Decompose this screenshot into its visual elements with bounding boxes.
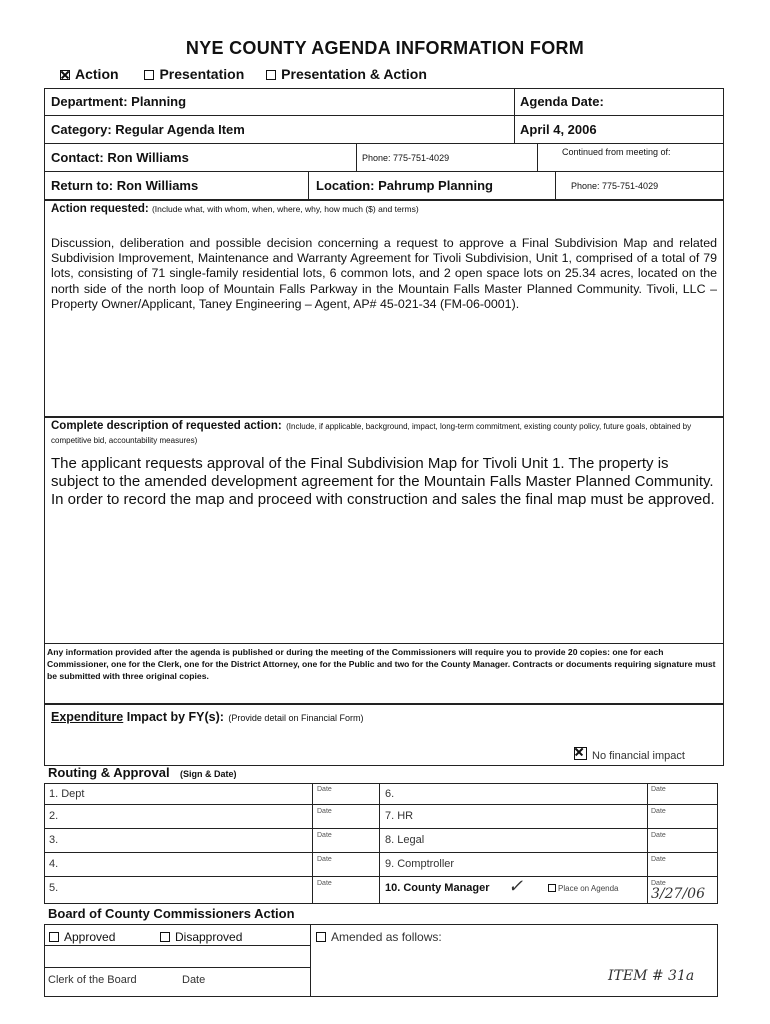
clerk-date-label: Date bbox=[182, 974, 206, 986]
expenditure-label: Expenditure bbox=[51, 710, 124, 724]
routing-hint: (Sign & Date) bbox=[180, 769, 237, 779]
action-requested-heading bbox=[51, 203, 419, 215]
clerk-label: Clerk of the Board bbox=[48, 974, 137, 986]
location-field: Location: Pahrump Planning bbox=[316, 178, 493, 193]
action-requested-label: Action requested: bbox=[51, 203, 149, 215]
expenditure-label-rest: Impact by FY(s): bbox=[123, 710, 224, 724]
action-checkbox[interactable] bbox=[60, 70, 70, 80]
routing-right-8: 8. Legal bbox=[385, 834, 425, 846]
county-manager-signature: ✓ bbox=[508, 876, 524, 897]
presentation-action-option[interactable]: Presentation & Action bbox=[266, 66, 427, 82]
amended-checkbox[interactable] bbox=[316, 932, 326, 942]
contact-field: Contact: Ron Williams bbox=[51, 150, 189, 165]
amended-option[interactable]: Amended as follows: bbox=[316, 930, 442, 944]
routing-left-4: 4. bbox=[49, 858, 59, 870]
routing-right-9: 9. Comptroller bbox=[385, 858, 455, 870]
routing-date-label-1: Date bbox=[317, 786, 332, 793]
description-label: Complete description of requested action: bbox=[51, 420, 282, 432]
routing-left-3: 3. bbox=[49, 834, 59, 846]
routing-date-label-9: Date bbox=[651, 856, 666, 863]
routing-date-label-3: Date bbox=[317, 832, 332, 839]
description-hint: (Include, if applicable, background, impact, long-term commitment, existing county policy, future goals, obtained by competitive bid, accountability measures) bbox=[51, 422, 692, 445]
department-field: Department: Planning bbox=[51, 94, 187, 109]
no-financial-impact-checkbox[interactable] bbox=[574, 747, 587, 760]
place-on-agenda-option[interactable]: Place on Agenda bbox=[548, 884, 619, 893]
disapproved-checkbox[interactable] bbox=[160, 932, 170, 942]
description-text: The applicant requests approval of the Final Subdivision Map for Tivoli Unit 1. The property is subject to the amended development agreement for the Mountain Falls Master Planned Community. In order to record the map and proceed with construction and sales the final map must be approved. bbox=[51, 455, 715, 508]
routing-left-2: 2. bbox=[49, 810, 59, 822]
routing-right-10: 10. County Manager bbox=[385, 882, 490, 894]
continued-from-label: Continued from meeting of: bbox=[562, 147, 671, 157]
approved-option[interactable]: Approved bbox=[49, 930, 115, 944]
category-field: Category: Regular Agenda Item bbox=[51, 122, 245, 137]
place-on-agenda-checkbox[interactable] bbox=[548, 884, 556, 892]
agenda-date-value: April 4, 2006 bbox=[520, 122, 597, 137]
routing-label: Routing & Approval bbox=[48, 765, 170, 780]
routing-date-label-5: Date bbox=[317, 880, 332, 887]
disapproved-option[interactable]: Disapproved bbox=[160, 930, 242, 944]
routing-date-label-4: Date bbox=[317, 856, 332, 863]
presentation-option[interactable]: Presentation bbox=[144, 66, 248, 82]
action-requested-text: Discussion, deliberation and possible decision concerning a request to approve a Final Subdivision Map and related Subdivision Improvement, Maintenance and Warranty Agreement for Tivoli Subdivision, Unit 1, comprised of a total of 79 lots, consisting of 71 single-family residential lots, 6 common lots, and 2 open space lots on 25.34 acres, located on the north side of the north loop of Mountain Falls Parkway in the Mountain Falls Master Planned Community. Tivoli, LLC – Property Owner/Applicant, Taney Engineering – Agent, AP# 45-021-34 (FM-06-0001). bbox=[51, 236, 717, 311]
routing-right-6: 6. bbox=[385, 788, 395, 800]
item-number-stamp: ITEM # 31a bbox=[608, 968, 695, 984]
agenda-date-label: Agenda Date: bbox=[520, 94, 604, 109]
presentation-checkbox[interactable] bbox=[144, 70, 154, 80]
form-title: NYE COUNTY AGENDA INFORMATION FORM bbox=[185, 38, 585, 58]
action-requested-hint: (Include what, with whom, when, where, why, how much ($) and terms) bbox=[151, 204, 419, 214]
expenditure-heading bbox=[51, 708, 363, 726]
routing-left-5: 5. bbox=[49, 882, 59, 894]
description-heading bbox=[51, 419, 719, 447]
routing-date-label-6: Date bbox=[651, 786, 666, 793]
county-manager-date: 3/27/06 bbox=[651, 886, 705, 902]
description-box bbox=[44, 417, 724, 644]
routing-heading bbox=[48, 764, 237, 782]
return-phone: Phone: 775-751-4029 bbox=[571, 181, 659, 191]
return-to-field: Return to: Ron Williams bbox=[51, 178, 199, 193]
approved-checkbox[interactable] bbox=[49, 932, 59, 942]
no-financial-impact[interactable]: No financial impact bbox=[574, 747, 685, 762]
routing-date-label-10: Date bbox=[651, 880, 666, 887]
action-option[interactable]: Action bbox=[60, 66, 122, 82]
presentation-action-checkbox[interactable] bbox=[266, 70, 276, 80]
notice-text: Any information provided after the agenda is published or during the meeting of the Commissioners will require you to provide 20 copies: one for each Commissioner, one for the Clerk, one for the District Attorney, one for the Public and two for the County Manager. Contracts or documents requiring signature must be submitted with three original copies. bbox=[47, 647, 716, 681]
routing-date-label-8: Date bbox=[651, 832, 666, 839]
expenditure-hint: (Provide detail on Financial Form) bbox=[228, 713, 364, 723]
routing-right-7: 7. HR bbox=[385, 810, 414, 822]
board-heading: Board of County Commissioners Action bbox=[48, 906, 295, 921]
routing-date-label-2: Date bbox=[317, 808, 332, 815]
type-options bbox=[60, 66, 427, 82]
contact-phone: Phone: 775-751-4029 bbox=[362, 153, 450, 163]
routing-date-label-7: Date bbox=[651, 808, 666, 815]
routing-left-1: 1. Dept bbox=[49, 788, 85, 800]
